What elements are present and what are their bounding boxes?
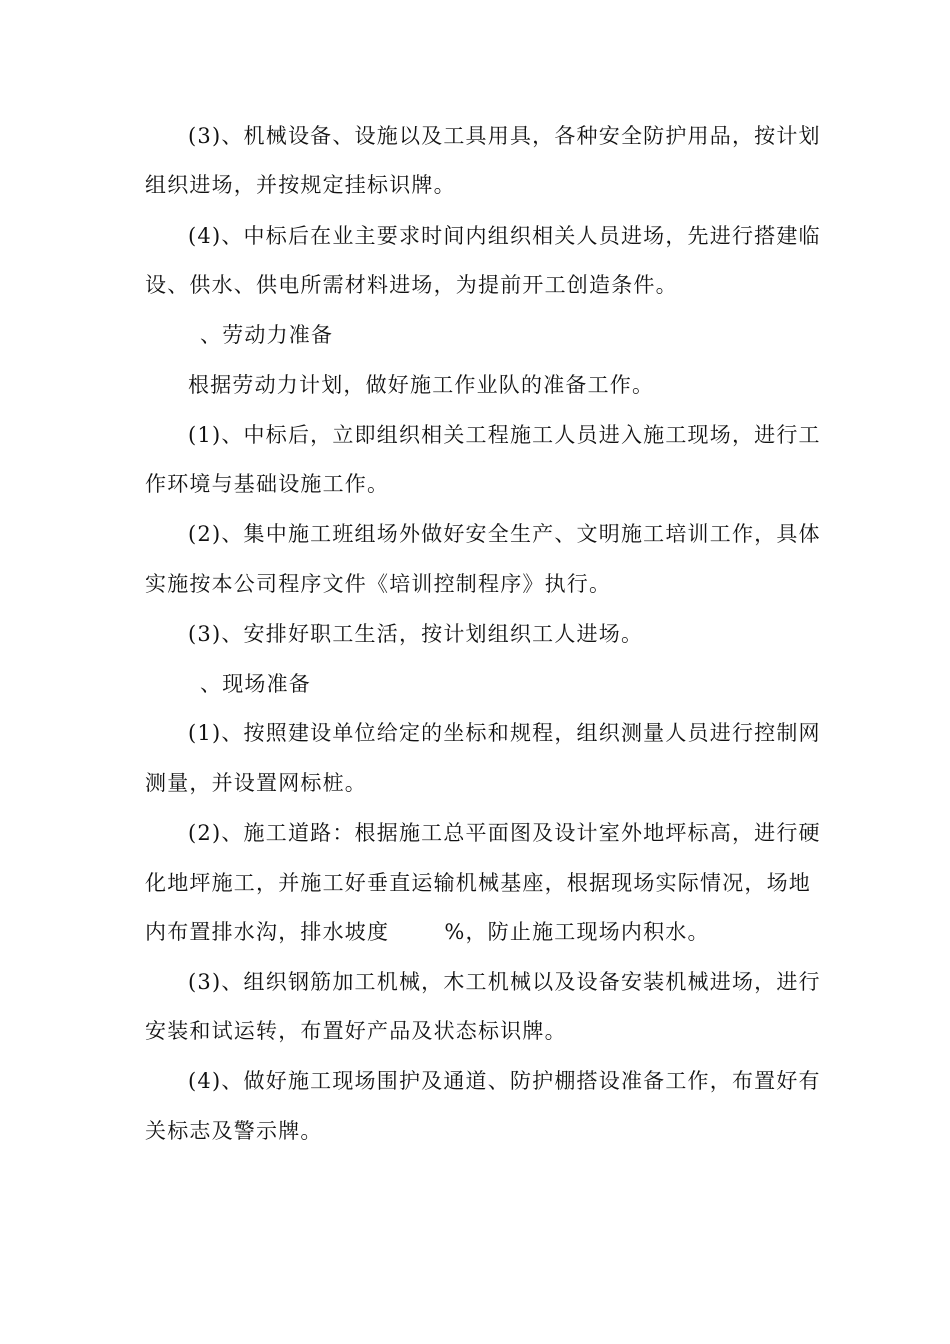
text-line: 设、供水、供电所需材料进场，为提前开工创造条件。 — [145, 273, 678, 297]
text-line: (3)、组织钢筋加工机械，木工机械以及设备安装机械进场，进行 — [188, 970, 821, 994]
text-line: (2)、施工道路：根据施工总平面图及设计室外地坪标高，进行硬 — [188, 821, 821, 845]
text-line: (4)、做好施工现场围护及通道、防护棚搭设准备工作，布置好有 — [188, 1069, 821, 1093]
section-heading: 、劳动力准备 — [200, 323, 334, 347]
text-line: (1)、按照建设单位给定的坐标和规程，组织测量人员进行控制网 — [188, 721, 821, 745]
text-line: 测量，并设置网标桩。 — [145, 771, 367, 795]
text-line: 作环境与基础设施工作。 — [145, 472, 390, 496]
section-heading: 、现场准备 — [200, 672, 311, 696]
text-line: 组织进场，并按规定挂标识牌。 — [145, 173, 456, 197]
text-line: 安装和试运转，布置好产品及状态标识牌。 — [145, 1019, 567, 1043]
text-line: 实施按本公司程序文件《培训控制程序》执行。 — [145, 572, 612, 596]
text-line: (3)、安排好职工生活，按计划组织工人进场。 — [188, 622, 644, 646]
text-line: (4)、中标后在业主要求时间内组织相关人员进场，先进行搭建临 — [188, 224, 821, 248]
text-line: 化地坪施工，并施工好垂直运输机械基座，根据现场实际情况，场地 — [145, 871, 811, 895]
text-line: (2)、集中施工班组场外做好安全生产、文明施工培训工作，具体 — [188, 522, 821, 546]
text-line: 根据劳动力计划，做好施工作业队的准备工作。 — [188, 373, 655, 397]
text-line: (3)、机械设备、设施以及工具用具，各种安全防护用品，按计划 — [188, 124, 821, 148]
text-line: (1)、中标后，立即组织相关工程施工人员进入施工现场，进行工 — [188, 423, 821, 447]
text-line: 关标志及警示牌。 — [145, 1119, 323, 1143]
text-line: 内布置排水沟，排水坡度 %，防止施工现场内积水。 — [145, 920, 710, 944]
